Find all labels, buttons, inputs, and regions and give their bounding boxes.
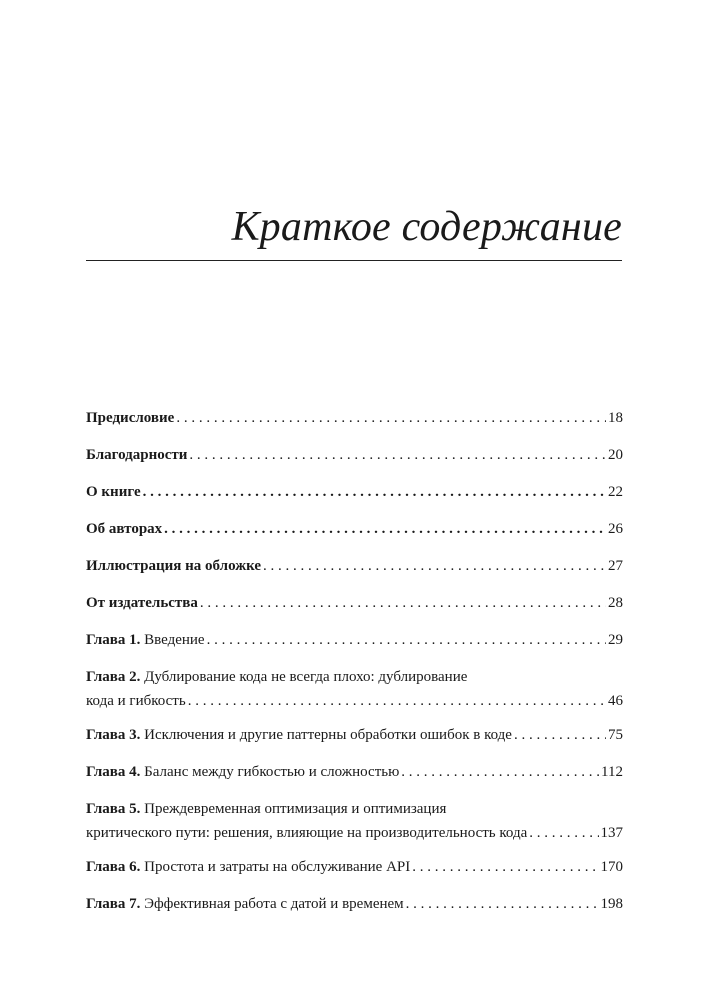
toc-entry-chapter-6[interactable] [86, 857, 623, 878]
toc-entry-label: Исключения и другие паттерны обработки ошибок в коде [144, 727, 512, 743]
toc-entry-page: 46 [608, 693, 623, 709]
toc-entry-preface[interactable] [86, 408, 623, 429]
toc-chapter-number: Глава 6. [86, 859, 141, 875]
toc-chapter-number: Глава 7. [86, 896, 141, 912]
toc-entry-label-cont: кода и гибкость [86, 693, 186, 709]
toc-entry-chapter-7[interactable] [86, 894, 623, 915]
toc-entry-chapter-1[interactable] [86, 630, 623, 651]
toc-entry-page: 198 [600, 896, 623, 912]
toc-entry-label: Простота и затраты на обслуживание API [144, 859, 411, 875]
toc-chapter-number: Глава 1. [86, 632, 141, 648]
toc-entry-cover-illustration[interactable] [86, 556, 623, 577]
toc-chapter-number: Глава 5. [86, 801, 141, 817]
toc-entry-page: 18 [608, 410, 623, 426]
toc-entry-page: 112 [601, 764, 623, 780]
title-rule [86, 260, 622, 261]
toc-entry-page: 27 [608, 558, 623, 574]
toc-entry-label: Об авторах [86, 521, 163, 537]
toc-entry-chapter-3[interactable] [86, 725, 623, 746]
toc-chapter-number: Глава 3. [86, 727, 141, 743]
toc-entry-chapter-4[interactable] [86, 762, 623, 783]
toc-entry-page: 170 [600, 859, 623, 875]
toc-chapter-number: Глава 2. [86, 669, 141, 685]
toc-entry-label: Иллюстрация на обложке [86, 558, 262, 574]
toc-entry-page: 29 [608, 632, 623, 648]
toc-entry-page: 26 [608, 521, 623, 537]
page-title: Краткое содержание [231, 204, 622, 250]
toc-entry-page: 22 [608, 484, 623, 500]
toc-entry-label: Преждевременная оптимизация и оптимизация [144, 801, 447, 817]
toc-entry-page: 75 [608, 727, 623, 743]
toc-entry-page: 28 [608, 595, 623, 611]
toc-entry-about-authors[interactable] [86, 519, 623, 540]
toc-entry-about-book[interactable] [86, 482, 623, 503]
toc-entry-page: 20 [608, 447, 623, 463]
toc-entry-chapter-2[interactable] [86, 667, 623, 712]
toc-entry-label: О книге [86, 484, 141, 500]
toc-entry-acknowledgements[interactable] [86, 445, 623, 466]
toc-entry-label: Предисловие [86, 410, 175, 426]
toc-entry-label-cont: критического пути: решения, влияющие на производительность кода [86, 825, 528, 841]
toc-entry-label: Дублирование кода не всегда плохо: дублирование [144, 669, 468, 685]
toc-entry-chapter-5[interactable] [86, 799, 623, 844]
toc-entry-label: От издательства [86, 595, 198, 611]
toc-entry-label: Введение [144, 632, 205, 648]
toc-entry-label: Благодарности [86, 447, 188, 463]
toc-entry-publisher[interactable] [86, 593, 623, 614]
toc-entry-page: 137 [600, 825, 623, 841]
toc-entry-label: Баланс между гибкостью и сложностью [144, 764, 400, 780]
toc-chapter-number: Глава 4. [86, 764, 141, 780]
toc-entry-label: Эффективная работа с датой и временем [144, 896, 404, 912]
